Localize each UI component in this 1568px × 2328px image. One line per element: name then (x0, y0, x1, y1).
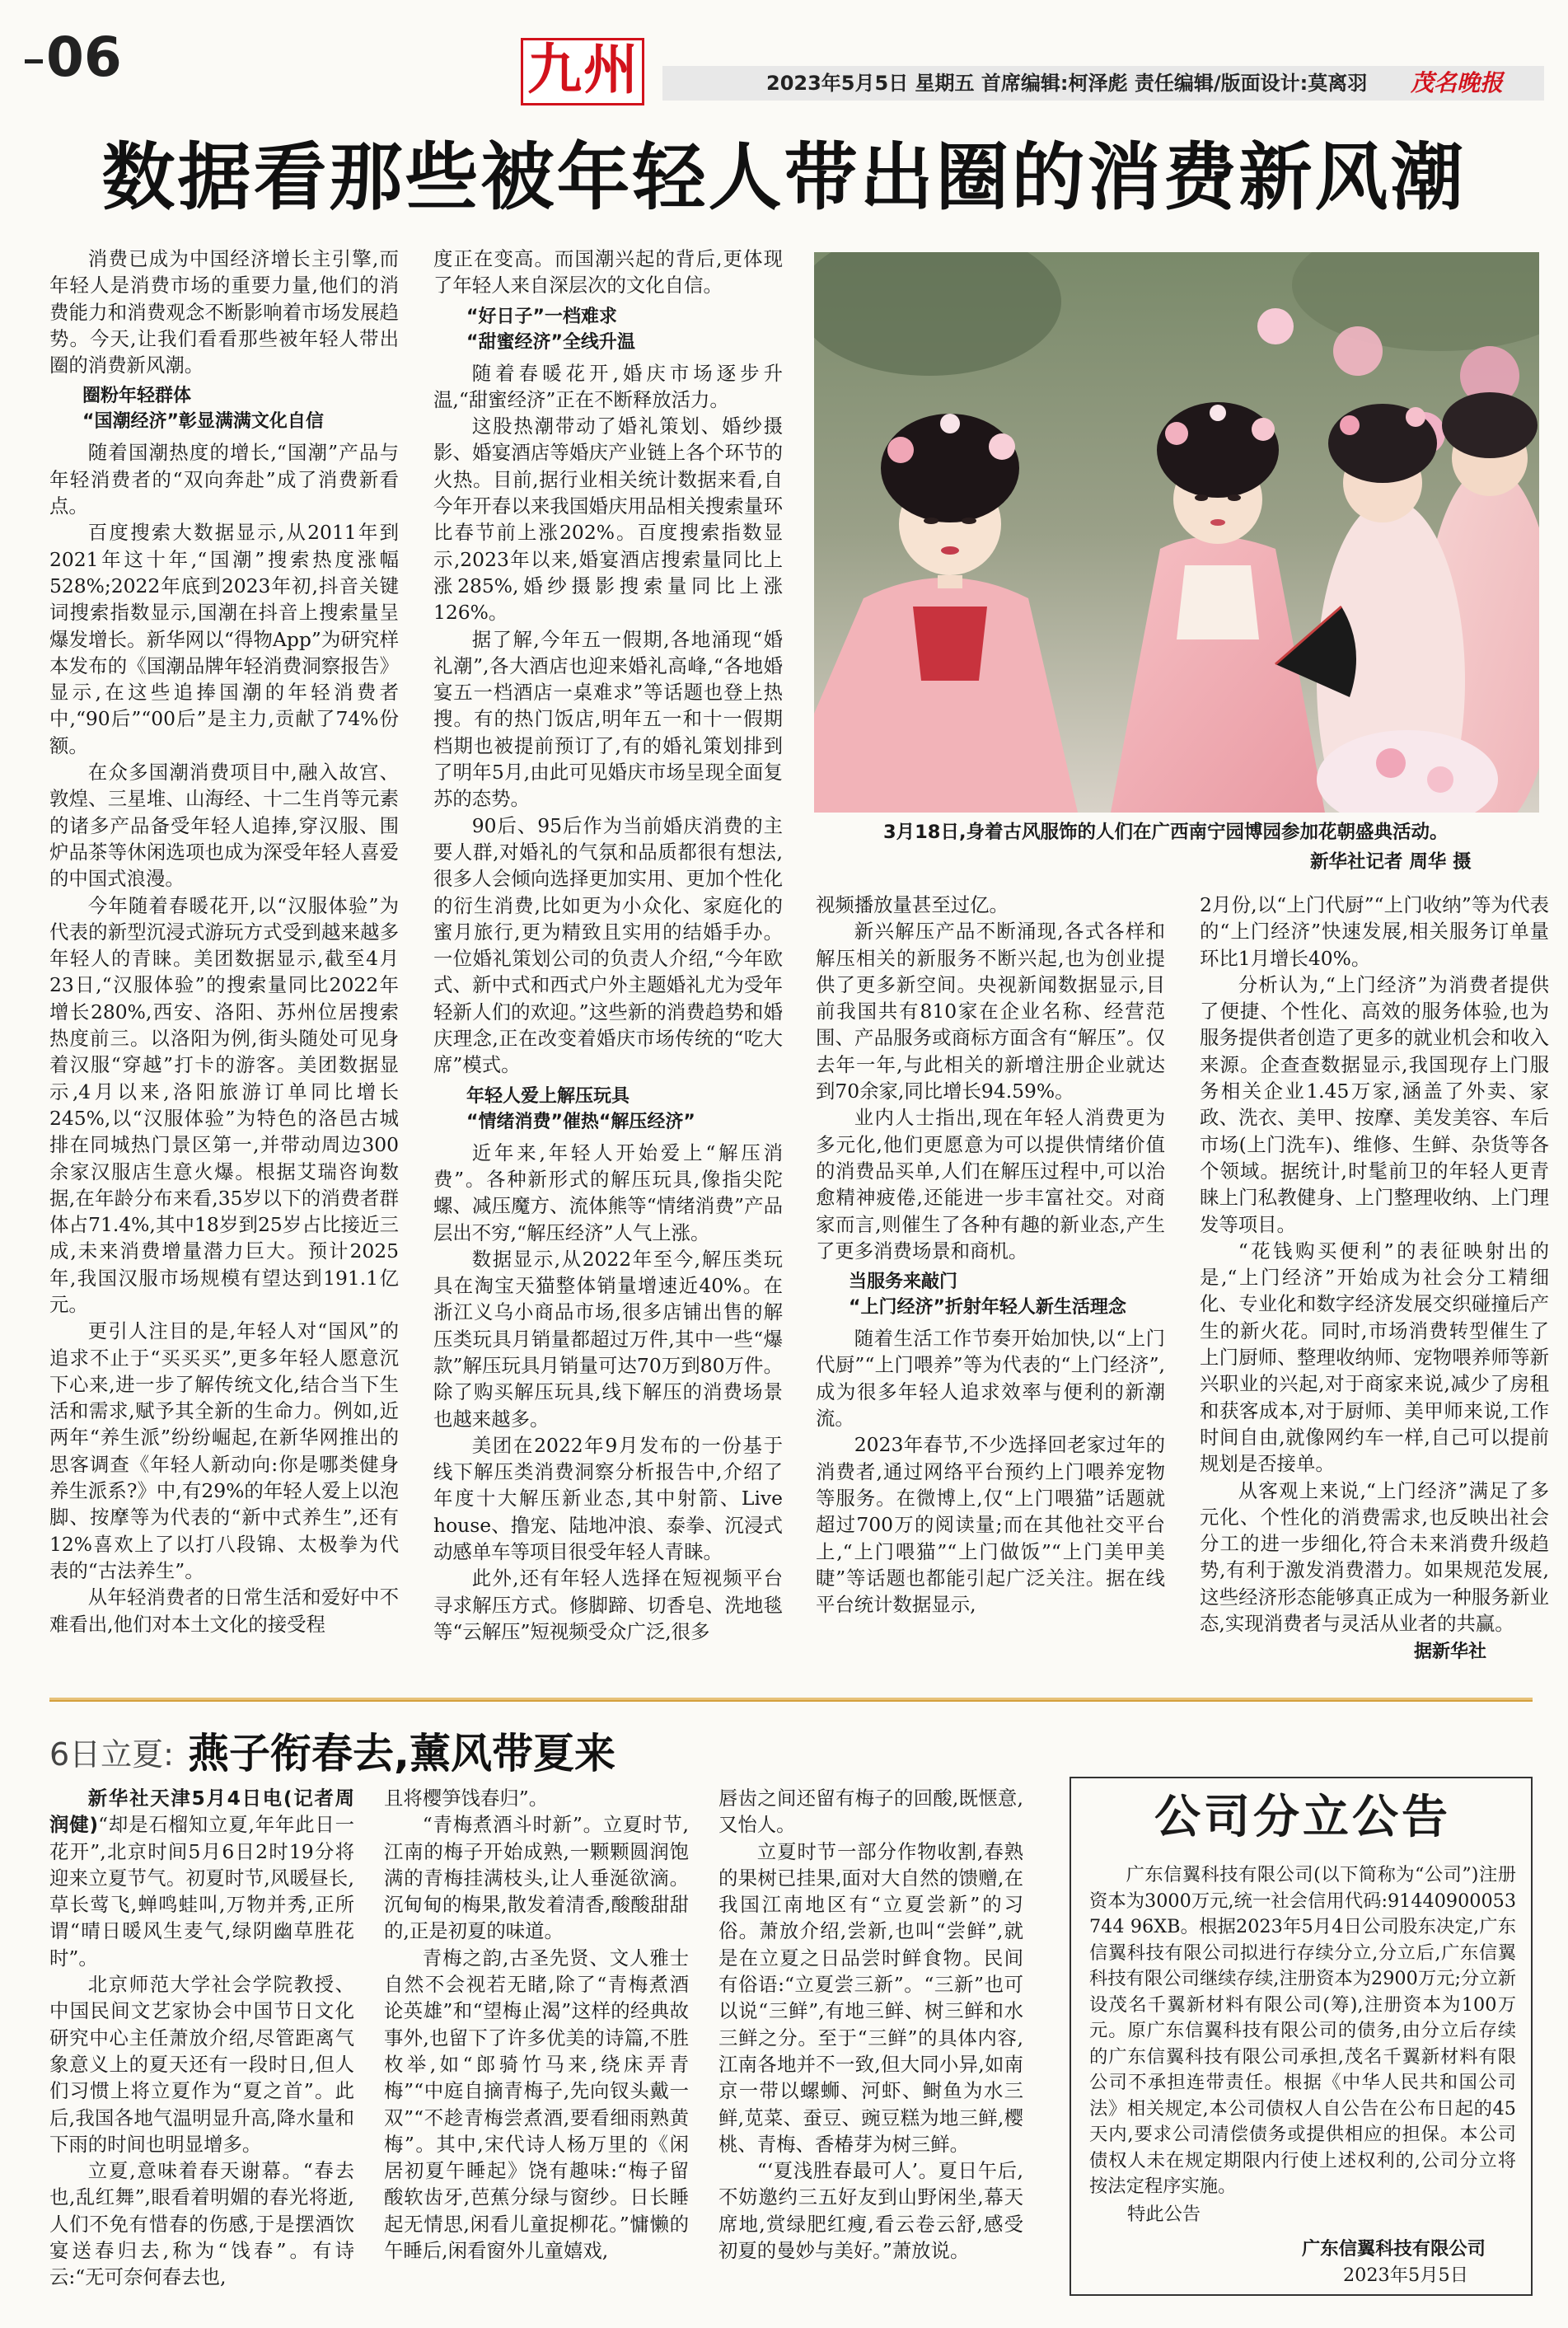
page-number-dash (25, 59, 43, 63)
article1-source: 据新华社 (1414, 1642, 1487, 1662)
article1-column-1 (49, 246, 399, 1637)
subheading-line: 当服务来敲门 (849, 1272, 958, 1293)
photo-caption: 3月18日,身着古风服饰的人们在广西南宁园博园参加花朝盛典活动。 (883, 822, 1449, 843)
paragraph: 立夏,意味着春天谢幕。“春去也,乱红舞”,眼看着明媚的春光将逝,人们不免有惜春的伤感,于是摆酒饮宴送春归去,称为“饯春”。有诗云:“无可奈何春去也, (49, 2159, 354, 2289)
paragraph (49, 1785, 354, 1971)
paragraph: 新兴解压产品不断涌现,各式各样和解压相关的新服务不断兴起,也为创业提供了更多新空间。央视新闻数据显示,目前我国共有810家在企业名称、经营范围、产品服务或商标方面含有“解压”。仅去年一年,与此相关的新增注册企业就达到70余家,同比增长94.59%。 (816, 920, 1165, 1103)
paragraph: 业内人士指出,现在年轻人消费更为多元化,他们更愿意为可以提供情绪价值的消费品买单,人们在解压过程中,可以治愈精神疲倦,还能进一步丰富社交。对商家而言,则催生了各种有趣的新业态,产生了更多消费场景和商机。 (816, 1106, 1165, 1262)
paragraph: 且将樱笋饯春归”。 (384, 1787, 549, 1810)
dateline: 新华社天津5月4日电(记者周润健) (49, 1787, 354, 1837)
paragraph: “花钱购买便利”的表征映射出的是,“上门经济”开始成为社会分工精细化、专业化和数字经济发展交织碰撞后产生的新火花。同时,市场消费转型催生了上门厨师、整理收纳师、宠物喂养师等新兴职业的兴起,对于商家来说,减少了房租和获客成本,对于厨师、美甲师来说,工作时间自由,就像网约车一样,自己可以提前规划是否接单。 (1200, 1239, 1549, 1476)
notice-body: 广东信翼科技有限公司(以下简称为“公司”)注册资本为3000万元,统一社会信用代码:91440900053744 96XB。根据2023年5月4日公司股东决定,广东信翼科技有限公司拟进行存续分立,分立后,广东信翼科技有限公司继续存续,注册资本为2900万元;分立新设茂名千翼新材料有限公司(筹),注册资本为100万元。原广东信翼科技有限公司的债务,由分立后存续的广东信翼科技有限公司承担,茂名千翼新材料有限公司不承担连带责任。根据《中华人民共和国公司法》相关规定,本公司债权人自公告在公布日起的45天内,要求公司清偿债务或提供相应的担保。本公司债权人未在规定期限内行使上述权利的,公司分立将按法定程序实施。 (1089, 1864, 1516, 2197)
subheading-line: “国潮经济”彰显满满文化自信 (82, 411, 324, 433)
paragraph: 更引人注目的是,年轻人对“国风”的追求不止于“买买买”,更多年轻人愿意沉下心来,进一步了解传统文化,结合当下生活和需求,赋予其全新的生命力。例如,近两年“养生派”纷纷崛起,在新华网推出的思客调查《年轻人新动向:你是哪类健身养生派系?》中,有29%的年轻人爱上以泡脚、按摩等为代表的“新中式养生”,还有12%喜欢上了以打八段锦、太极拳为代表的“古法养生”。 (49, 1319, 399, 1582)
paragraph: 分析认为,“上门经济”为消费者提供了便捷、个性化、高效的服务体验,也为服务提供者创造了更多的就业机会和收入来源。企查查数据显示,我国现存上门服务相关企业1.45万家,涵盖了外卖、家政、洗衣、美甲、按摩、美发美容、车后市场(上门洗车)、维修、生鲜、杂货等各个领域。据统计,时髦前卫的年轻人更青睐上门私教健身、上门整理收纳、上门理发等项目。 (1200, 972, 1549, 1236)
subheading-line: “上门经济”折射年轻人新生活理念 (849, 1297, 1126, 1319)
notice-signer: 广东信翼科技有限公司 (1302, 2238, 1486, 2260)
article1-column-3 (816, 892, 1165, 1618)
article1-column-4 (1200, 892, 1549, 1637)
subheading (849, 1269, 1165, 1320)
subheading-line: 圈粉年轻群体 (82, 386, 192, 407)
paragraph: 90后、95后作为当前婚庆消费的主要人群,对婚礼的气氛和品质都很有想法,很多人会倾向选择更加实用、更加个性化的衍生消费,比如更为小众化、家庭化的蜜月旅行,更为精致且实用的结婚手办。一位婚礼策划公司的负责人介绍,“今年欧式、新中式和西式户外主题婚礼尤为受年轻新人们的欢迎。”这些新的消费趋势和婚庆理念,正在改变着婚庆市场传统的“吃大席”模式。 (433, 813, 783, 1077)
article2-column-2 (384, 1785, 689, 2264)
photo-credit: 新华社记者 周华 摄 (1310, 851, 1472, 873)
paragraph: 消费已成为中国经济增长主引擎,而年轻人是消费市场的重要力量,他们的消费能力和消费观念不断影响着市场发展趋势。今天,让我们看看那些被年轻人带出圈的消费新风潮。 (49, 247, 399, 377)
paragraph: 立夏时节一部分作物收割,春熟的果树已挂果,面对大自然的馈赠,在我国江南地区有“立夏尝新”的习俗。萧放介绍,尝新,也叫“尝鲜”,就是在立夏之日品尝时鲜食物。民间有俗语:“立夏尝三新”。“三新”也可以说“三鲜”,有地三鲜、树三鲜和水三鲜之分。至于“三鲜”的具体内容,江南各地并不一致,但大同小异,如南京一带以螺蛳、河虾、鲥鱼为水三鲜,苋菜、蚕豆、豌豆糕为地三鲜,樱桃、青梅、香椿芽为树三鲜。 (718, 1839, 1023, 2156)
company-notice-box (1070, 1777, 1533, 2296)
subheading-line: 年轻人爱上解压玩具 (466, 1085, 630, 1107)
notice-closing: 特此公告 (1127, 2204, 1201, 2225)
notice-title: 公司分立公告 (1154, 1790, 1451, 1844)
paragraph: 从年轻消费者的日常生活和爱好中不难看出,他们对本土文化的接受程 (49, 1586, 399, 1636)
article-headline: 数据看那些被年轻人带出圈的消费新风潮 (101, 134, 1467, 220)
subheading-line: “甜蜜经济”全线升温 (466, 331, 635, 353)
notice-date: 2023年5月5日 (1343, 2265, 1469, 2286)
paragraph: 这股热潮带动了婚礼策划、婚纱摄影、婚宴酒店等婚庆产业链上各个环节的火热。目前,据行业相关统计数据来看,自今年开春以来我国婚庆用品相关搜索量环比春节前上涨202%。百度搜索指数显示,2023年以来,婚宴酒店搜索量同比上涨285%,婚纱摄影搜索量同比上涨126%。 (433, 415, 783, 625)
paragraph: 2023年春节,不少选择回老家过年的消费者,通过网络平台预约上门喂养宠物等服务。在微博上,仅“上门喂猫”话题就超过700万的阅读量;而在其他社交平台上,“上门喂猫”“上门做饭”“上门美甲美睫”等话题也都能引起广泛关注。据在线平台统计数据显示, (816, 1433, 1165, 1617)
paragraph: 北京师范大学社会学院教授、中国民间文艺家协会中国节日文化研究中心主任萧放介绍,尽管距离气象意义上的夏天还有一段时日,但人们习惯上将立夏作为“夏之首”。此后,我国各地气温明显升高,降水量和下雨的时间也明显增多。 (49, 1973, 354, 2156)
section-divider-accent (49, 1700, 1533, 1702)
photo-illustration (814, 252, 1539, 813)
paragraph: 此外,还有年轻人选择在短视频平台寻求解压方式。修脚蹄、切香皂、洗地毯等“云解压”短视频受众广泛,很多 (433, 1567, 783, 1643)
article2-headline: 燕子衔春去,薰风带夏来 (188, 1730, 615, 1778)
paragraph-text: “却是石榴知立夏,年年此日一花开”,北京时间5月6日2时19分将迎来立夏节气。初夏时节,风暖昼长,草长莺飞,蝉鸣蛙叫,万物并秀,正所谓“晴日暖风生麦气,绿阴幽草胜花时”。 (49, 1813, 354, 1970)
photo-hanfu-festival (814, 252, 1539, 813)
newspaper-logo: 茂名晚报 (1411, 69, 1504, 96)
subheading-line: “情绪消费”催热“解压经济” (466, 1111, 695, 1132)
paragraph: 度正在变高。而国潮兴起的背后,更体现了年轻人来自深层次的文化自信。 (433, 247, 783, 297)
paragraph: 近年来,年轻人开始爱上“解压消费”。各种新形式的解压玩具,像指尖陀螺、减压魔方、流体熊等“情绪消费”产品层出不穷,“解压经济”人气上涨。 (433, 1141, 783, 1244)
paragraph: 随着国潮热度的增长,“国潮”产品与年轻消费者的“双向奔赴”成了消费新看点。 (49, 441, 399, 518)
paragraph: 今年随着春暖花开,以“汉服体验”为代表的新型沉浸式游玩方式受到越来越多年轻人的青睐。美团数据显示,截至4月23日,“汉服体验”的搜索量同比2022年增长280%,西安、洛阳、苏州位居搜索热度前三。以洛阳为例,街头随处可见身着汉服“穿越”打卡的游客。美团数据显示,4月以来,洛阳旅游订单同比增长245%,以“汉服体验”为特色的洛邑古城排在同城热门景区第一,并带动周边300余家汉服店生意火爆。根据艾瑞咨询数据,在年龄分布来看,35岁以下的消费者群体占71.4%,其中18岁到25岁占比接近三成,未来消费增量潜力巨大。预计2025年,我国汉服市场规模有望达到191.1亿元。 (49, 893, 399, 1316)
paragraph: 数据显示,从2022年至今,解压类玩具在淘宝天猫整体销量增速近40%。在浙江义乌小商品市场,很多店铺出售的解压类玩具月销量都超过万件,其中一些“爆款”解压玩具月销量可达70万到80万件。除了购买解压玩具,线下解压的消费场景也越来越多。 (433, 1247, 783, 1431)
subheading (466, 304, 783, 355)
article2-column-3 (718, 1785, 1023, 2264)
paragraph: 在众多国潮消费项目中,融入故宫、敦煌、三星堆、山海经、十二生肖等元素的诸多产品备受年轻人追捧,穿汉服、围炉品茶等休闲选项也成为深受年轻人喜爱的中国式浪漫。 (49, 761, 399, 891)
subheading (466, 1084, 783, 1135)
subheading-line: “好日子”一档难求 (466, 306, 617, 327)
page-number: 06 (46, 26, 122, 89)
masthead-info: 2023年5月5日 星期五 首席编辑:柯泽彪 责任编辑/版面设计:莫离羽 (766, 72, 1368, 95)
article1-column-2 (433, 246, 783, 1645)
paragraph: 随着春暖花开,婚庆市场逐步升温,“甜蜜经济”正在不断释放活力。 (433, 361, 783, 411)
paragraph: 2月份,以“上门代厨”“上门收纳”等为代表的“上门经济”快速发展,相关服务订单量环比1月增长40%。 (1200, 893, 1549, 970)
article2-tag: 6日立夏: (49, 1736, 174, 1773)
paragraph: “‘夏浅胜春最可人’。夏日午后,不妨邀约三五好友到山野闲坐,幕天席地,赏绿肥红瘦,看云卷云舒,感受初夏的曼妙与美好。”萧放说。 (718, 2159, 1023, 2263)
paragraph: 唇齿之间还留有梅子的回酸,既惬意,又怡人。 (718, 1787, 1023, 1837)
section-name: 九州 (527, 37, 639, 101)
paragraph: 随着生活工作节奏开始加快,以“上门代厨”“上门喂养”等为代表的“上门经济”,成为很多年轻人追求效率与便利的新潮流。 (816, 1327, 1165, 1431)
paragraph: 美团在2022年9月发布的一份基于线下解压类消费洞察分析报告中,介绍了年度十大解压新业态,其中射箭、Live house、撸宠、陆地冲浪、泰拳、沉浸式动感单车等项目很受年轻人青睐。 (433, 1433, 783, 1564)
paragraph: 百度搜索大数据显示,从2011年到2021年这十年,“国潮”搜索热度涨幅528%;2022年底到2023年初,抖音关键词搜索指数显示,国潮在抖音上搜索量呈爆发增长。新华网以“得物App”为研究样本发布的《国潮品牌年轻消费洞察报告》显示,在这些追捧国潮的年轻消费者中,“90后”“00后”是主力,贡献了74%份额。 (49, 521, 399, 757)
paragraph: 据了解,今年五一假期,各地涌现“婚礼潮”,各大酒店也迎来婚礼高峰,“各地婚宴五一档酒店一桌难求”等话题也登上热搜。有的热门饭店,明年五一和十一假期档期也被提前预订了,有的婚礼策划排到了明年5月,由此可见婚庆市场呈现全面复苏的态势。 (433, 627, 783, 811)
subheading (82, 383, 399, 434)
paragraph: 从客观上来说,“上门经济”满足了多元化、个性化的消费需求,也反映出社会分工的进一步细化,符合未来消费升级趋势,有利于激发消费潜力。如果规范发展,这些经济形态能够真正成为一种服务新业态,实现消费者与灵活从业者的共赢。 (1200, 1478, 1549, 1636)
paragraph: 青梅之韵,古圣先贤、文人雅士自然不会视若无睹,除了“青梅煮酒论英雄”和“望梅止渴”这样的经典故事外,也留下了许多优美的诗篇,不胜枚举,如“郎骑竹马来,绕床弄青梅”“中庭自摘青梅子,先向钗头戴一双”“不趁青梅尝煮酒,要看细雨熟黄梅”。其中,宋代诗人杨万里的《闲居初夏午睡起》饶有趣味:“梅子留酸软齿牙,芭蕉分绿与窗纱。日长睡起无情思,闲看儿童捉柳花。”慵懒的午睡后,闲看窗外儿童嬉戏, (384, 1946, 689, 2263)
masthead (0, 0, 1568, 115)
article2-column-1 (49, 1785, 354, 2291)
paragraph: “青梅煮酒斗时新”。立夏时节,江南的梅子开始成熟,一颗颗圆润饱满的青梅挂满枝头,让人垂涎欲滴。沉甸甸的梅果,散发着清香,酸酸甜甜的,正是初夏的味道。 (384, 1813, 689, 1943)
paragraph: 视频播放量甚至过亿。 (816, 893, 1009, 916)
